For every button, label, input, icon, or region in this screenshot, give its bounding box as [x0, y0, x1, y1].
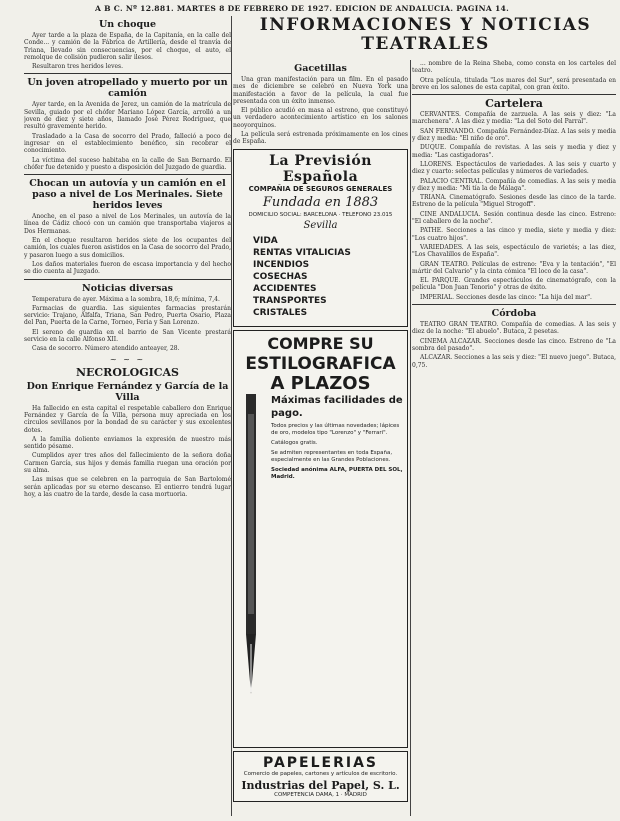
- listing-text: ALCAZAR. Secciones a las seis y diez: "El nuevo juego". Butaca, 0,75.: [412, 354, 616, 369]
- left-column: [24, 16, 231, 816]
- listing-text: CERVANTES. Compañía de zarzuela. A las seis y diez: "La marchenera". A las diez y media: "La del Soto del Parral".: [412, 111, 616, 126]
- section-title-line1: INFORMACIONES Y NOTICIAS: [259, 15, 592, 35]
- subheadline-obituary: Don Enrique Fernández y García de la Villa: [26, 380, 229, 403]
- ad-estilografica: [233, 330, 408, 748]
- article-text: En el choque resultaron heridos siete de los ocupantes del camión, los cuales fueron asistidos en la Casa de socorro del Prado, y pasaron luego a sus domicilios.: [24, 237, 231, 259]
- divider: [24, 174, 231, 175]
- listing-text: CINE ANDALUCIA. Sesión continua desde las cinco. Estreno: "El caballero de la noche".: [412, 210, 616, 226]
- listing-text: EL PARQUE. Grandes espectáculos de cinematógrafo, con la película "Don Juan Tenorio" y otras de éxito.: [412, 277, 616, 292]
- headline-chocan-autovia: Chocan un autovía y un camión en el paso a nivel de Los Merinales. Siete heridos leves: [29, 178, 226, 212]
- center-column-body: [233, 60, 408, 818]
- ad-subtitle: Comercio de papeles, cartones y artículos de escritorio.: [243, 770, 398, 777]
- list-item: COSECHAS: [253, 271, 308, 282]
- headline-gacetillas: Gacetillas: [294, 63, 347, 74]
- list-item: VIDA: [253, 235, 278, 246]
- article-text: Resultaron tres heridos leves.: [32, 63, 124, 71]
- ad-subtitle: COMPAÑIA DE SEGUROS GENERALES: [248, 184, 393, 193]
- article-text: Otra película, titulada "Los mares del Sur", será presentada en breve en los salones de esta capital, con gran éxito.: [412, 76, 616, 91]
- headline-un-choque: Un choque: [98, 19, 157, 30]
- article-text: Casa de socorro. Número atendido anteayer, 28.: [32, 345, 180, 353]
- listing-text: VARIEDADES. A las seis, espectáculo de varietés; a las diez, "Los Chavalillos de España".: [412, 243, 616, 259]
- article-text: Cumplidos ayer tres años del fallecimiento de la señora doña Carmen García, sus hijos y demás familia ruegan una oración por su alma.: [24, 452, 231, 474]
- article-text: Los daños materiales fueron de escasa importancia y del hecho se dio cuenta al Juzgado.: [24, 260, 231, 276]
- article-text: A la familia doliente enviamos la expresión de nuestro más sentido pésame.: [24, 435, 231, 451]
- article-text: El público acudió en masa al estreno, que constituyó un verdadero acontecimiento artístico en los salones neoyorquinos.: [233, 107, 408, 129]
- fountain-pen-icon: [237, 394, 265, 744]
- list-item: INCENDIOS: [253, 259, 310, 270]
- ad-prevision-espanola: [233, 149, 408, 327]
- list-item: TRANSPORTES: [253, 295, 327, 306]
- ad-text: Se admiten representantes en toda España, especialmente en las Grandes Poblaciones.: [271, 449, 393, 463]
- ad-address: COMPETENCIA DAMA, 1 · MADRID: [274, 791, 367, 798]
- listing-text: PATHE. Secciones a las cinco y media, siete y media y diez: "Los cuatro hijos".: [412, 227, 616, 242]
- article-text: Trasladado a la Casa de socorro del Prado, falleció a poco de ingresar en el establecimiento benéfico, sin recobrar el conocimiento.: [24, 132, 231, 155]
- article-text: Temperatura de ayer. Máxima a la sombra, 18,6; mínima, 7,4.: [32, 295, 220, 303]
- ad-address: Sociedad anónima ALFA, PUERTA DEL SOL, Madrid.: [271, 466, 403, 480]
- ad-line: ESTILOGRAFICA: [245, 353, 396, 374]
- article-text: ... nombre de la Reina Sheba, como consta en los carteles del teatro.: [412, 60, 616, 75]
- article-text: Las misas que se celebren en la parroquia de San Bartolomé serán aplicadas por su eterno descanso. El entierro tendrá lugar hoy, a las cuatro de la tarde, desde la casa mortuoria.: [24, 476, 231, 498]
- listing-text: PALACIO CENTRAL. Compañía de comedias. A las seis y media y diez y media: "Mi tía la de Málaga".: [412, 177, 616, 192]
- list-item: ACCIDENTES: [253, 283, 317, 294]
- headline-joven-atropellado: Un joven atropellado y muerto por un camión: [27, 77, 228, 100]
- column-separator: [231, 16, 232, 816]
- article-text: Ha fallecido en esta capital el respetable caballero don Enrique Fernández y García de la Villa, persona muy apreciada en los círculos sevillanos por la bondad de su carácter y sus excelentes dotes.: [24, 404, 231, 434]
- headline-cordoba: Córdoba: [491, 308, 537, 320]
- listing-text: DUQUE. Compañía de revistas. A las seis y media y diez y media: "Las castigadoras".: [412, 144, 616, 159]
- headline-cartelera: Cartelera: [485, 97, 543, 111]
- listing-text: LLORENS. Espectáculos de variedades. A las seis y cuarto y diez y cuarto: selectas películas y números de variedades.: [412, 160, 616, 176]
- ad-services-list: [237, 235, 404, 319]
- section-title-block: [233, 16, 618, 54]
- ad-brand: La Previsión Española: [269, 152, 372, 185]
- list-item: RENTAS VITALICIAS: [253, 247, 351, 258]
- ad-founded: Fundada en 1883: [262, 194, 379, 210]
- right-column: [412, 60, 616, 818]
- ad-title: PAPELERIAS: [262, 754, 379, 771]
- listing-text: GRAN TEATRO. Películas de estreno: "Eva y la tentación", "El mártir del Calvario" y la cinta cómica "El loco de la casa".: [412, 260, 616, 275]
- ad-company-name: Industrias del Papel, S. L.: [241, 778, 400, 792]
- ad-text: Catálogos gratis.: [271, 439, 318, 446]
- ad-city: Sevilla: [303, 219, 338, 231]
- page-header: A B C. Nº 12.881. MARTES 8 DE FEBRERO DE 1927. EDICION DE ANDALUCIA. PAGINA 14.: [95, 4, 510, 13]
- ad-payment-terms: Máximas facilidades de pago.: [271, 394, 403, 419]
- ad-line: COMPRE SU: [267, 333, 374, 353]
- divider: [24, 73, 231, 74]
- article-text: Farmacias de guardia. Las siguientes farmacias prestarán servicio: Trajano, Alfalfa, Triana, San Pedro, Puerta Osario, Plaza del Pan, Puerta de la Carne, Torneo, Feria y San Lorenzo.: [24, 304, 231, 327]
- article-text: La película será estrenada próximamente en los cines de España.: [233, 131, 408, 146]
- column-separator: [410, 60, 411, 816]
- headline-necrologicas: NECROLOGICAS: [75, 365, 179, 379]
- headline-noticias-diversas: Noticias diversas: [82, 282, 173, 294]
- listing-text: TEATRO GRAN TEATRO. Compañía de comedias. A las seis y diez de la noche: "El abuelo". Butaca, 2 pesetas.: [412, 321, 616, 336]
- listing-text: CINEMA ALCAZAR. Secciones desde las cinco. Estreno de "La sombra del pasado".: [412, 337, 616, 352]
- ad-text: Todos precios y las últimas novedades; lápices de oro, modelos tipo "Lorenzo" y "Ferrari".: [271, 422, 400, 436]
- listing-text: TRIANA. Cinematógrafo. Sesiones desde las cinco de la tarde. Estreno de la película "Miguel Strogoff".: [412, 194, 616, 209]
- article-text: El sereno de guardia en el barrio de San Vicente prestará servicio en la calle Alfonso XII.: [24, 328, 231, 344]
- divider: [412, 94, 616, 95]
- ad-papelerias: [233, 751, 408, 802]
- article-text: La víctima del suceso habitaba en la calle de San Bernardo. El chófer fue detenido y puesto a disposición del Juzgado de guardia.: [24, 156, 231, 171]
- section-title-line2: TEATRALES: [361, 34, 490, 54]
- list-item: CRISTALES: [253, 307, 308, 318]
- ornament-divider: ~ ~ ~: [109, 354, 146, 364]
- ad-address: DOMICILIO SOCIAL: BARCELONA · TELEFONO 23.015: [248, 211, 393, 218]
- listing-text: IMPERIAL. Secciones desde las cinco: "La hija del mar".: [420, 293, 592, 301]
- article-text: Anoche, en el paso a nivel de Los Merinales, un autovía de la línea de Cádiz chocó con un camión que transportaba viajeros a Dos Hermanas.: [24, 213, 231, 235]
- article-text: Ayer tarde, en la Avenida de Jerez, un camión de la matrícula de Sevilla, guiado por el chófer Mariano López García, arrolló a un joven de diez y siete años, llamado José Pérez Rodríguez, que resultó gravemente herido.: [24, 101, 231, 131]
- article-text: Ayer tarde a la plaza de España, de la Capitanía, en la calle del Conde... y camión de la Fábrica de Artillería, desde el tranvía de Triana, llevado sin consecuencias, por el choque, el auto, el remolque de colisión pudieron salir ilesos.: [24, 32, 231, 61]
- article-text: Una gran manifestación para un film. En el pasado mes de diciembre se celebró en Nueva York una manifestación a favor de la película, la cual fue presentada con un éxito inmenso.: [233, 76, 408, 105]
- ad-line: A PLAZOS: [270, 372, 371, 394]
- listing-text: SAN FERNANDO. Compañía Fernández-Díaz. A las seis y media y diez y media: "El niño de oro".: [412, 127, 616, 143]
- divider: [412, 304, 616, 305]
- divider: [24, 279, 231, 280]
